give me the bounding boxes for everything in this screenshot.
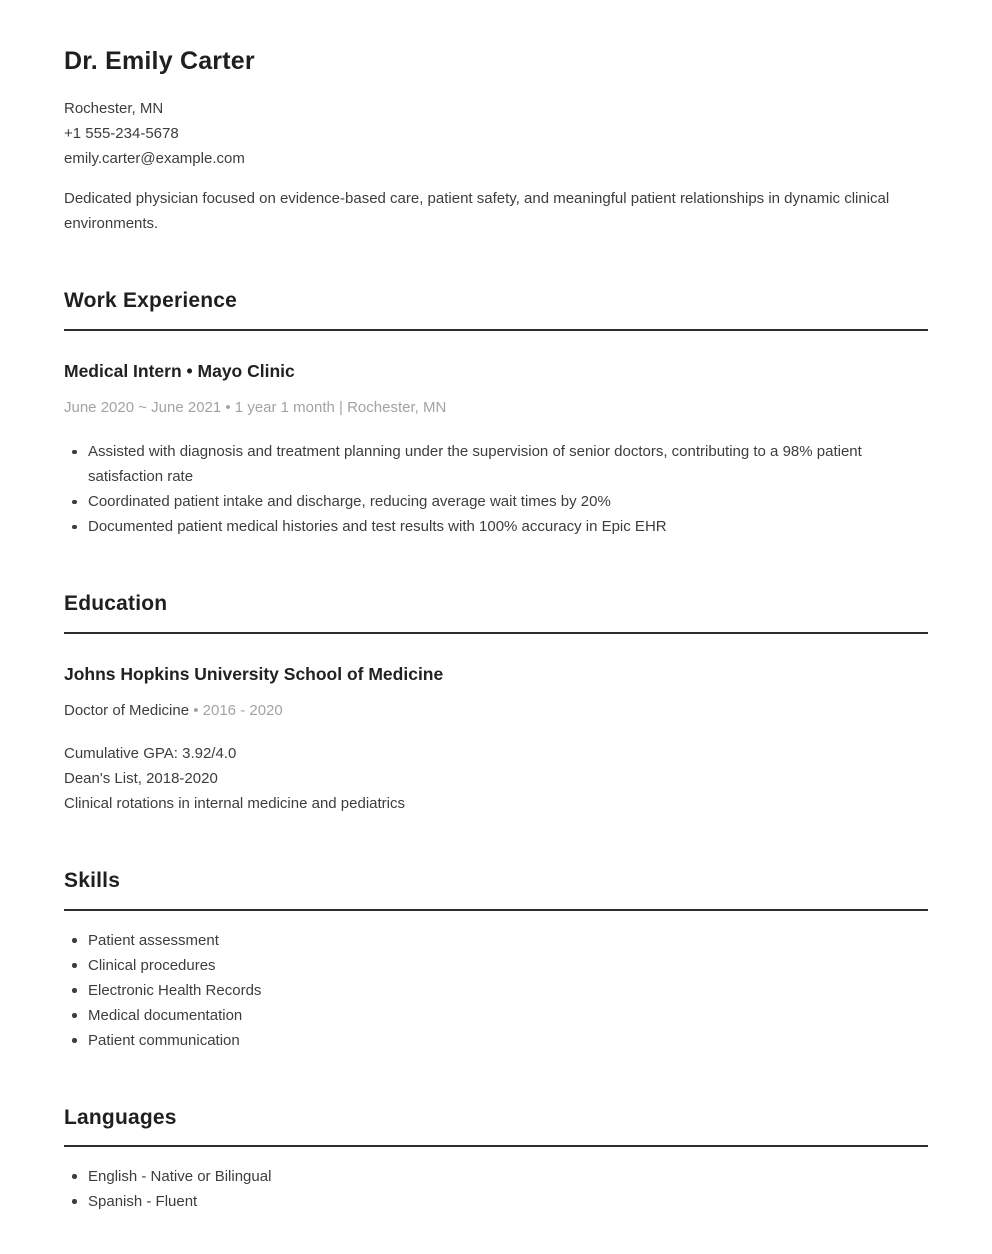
education-details	[64, 741, 928, 816]
education-detail-rotations: Clinical rotations in internal medicine and pediatrics	[64, 795, 406, 813]
section-skills	[64, 868, 928, 1052]
education-entry-meta	[64, 698, 928, 723]
education-detail-deans-list: Dean's List, 2018-2020	[64, 770, 218, 788]
skills-list	[64, 928, 928, 1053]
work-entry-heading: Medical Intern • Mayo Clinic	[64, 360, 295, 381]
contact-block	[64, 96, 928, 171]
section-education	[64, 591, 928, 816]
work-entry-meta: June 2020 ~ June 2021 • 1 year 1 month | Rochester, MN	[64, 399, 447, 417]
section-title-work: Work Experience	[64, 288, 928, 330]
contact-email: emily.carter@example.com	[64, 150, 245, 168]
list-item: Electronic Health Records	[64, 978, 928, 1003]
list-item: Patient communication	[64, 1028, 928, 1053]
list-item: Clinical procedures	[64, 953, 928, 978]
contact-location: Rochester, MN	[64, 100, 164, 118]
languages-list	[64, 1164, 928, 1214]
list-item: Medical documentation	[64, 1003, 928, 1028]
section-work-experience	[64, 288, 928, 539]
education-degree: Doctor of Medicine	[64, 702, 190, 720]
section-title-education: Education	[64, 591, 928, 633]
resume-header	[64, 46, 928, 236]
education-detail-gpa: Cumulative GPA: 3.92/4.0	[64, 745, 237, 763]
section-title-languages: Languages	[64, 1105, 928, 1147]
list-item: Spanish - Fluent	[64, 1189, 928, 1214]
list-item: Coordinated patient intake and discharge, reducing average wait times by 20%	[64, 489, 928, 514]
summary-text: Dedicated physician focused on evidence-based care, patient safety, and meaningful patient relationships in dynamic clinical environments.	[64, 190, 890, 233]
education-entry	[64, 663, 928, 817]
education-school: Johns Hopkins University School of Medicine	[64, 663, 444, 684]
education-dates: • 2016 - 2020	[193, 702, 283, 720]
section-languages	[64, 1105, 928, 1214]
work-entry	[64, 360, 928, 540]
list-item: English - Native or Bilingual	[64, 1164, 928, 1189]
list-item: Patient assessment	[64, 928, 928, 953]
contact-phone: +1 555-234-5678	[64, 125, 179, 143]
list-item: Assisted with diagnosis and treatment planning under the supervision of senior doctors, contributing to a 98% patient satisfaction rate	[64, 439, 928, 489]
list-item: Documented patient medical histories and test results with 100% accuracy in Epic EHR	[64, 514, 928, 539]
section-title-skills: Skills	[64, 868, 928, 910]
candidate-name: Dr. Emily Carter	[64, 47, 255, 75]
work-bullet-list	[64, 439, 928, 539]
